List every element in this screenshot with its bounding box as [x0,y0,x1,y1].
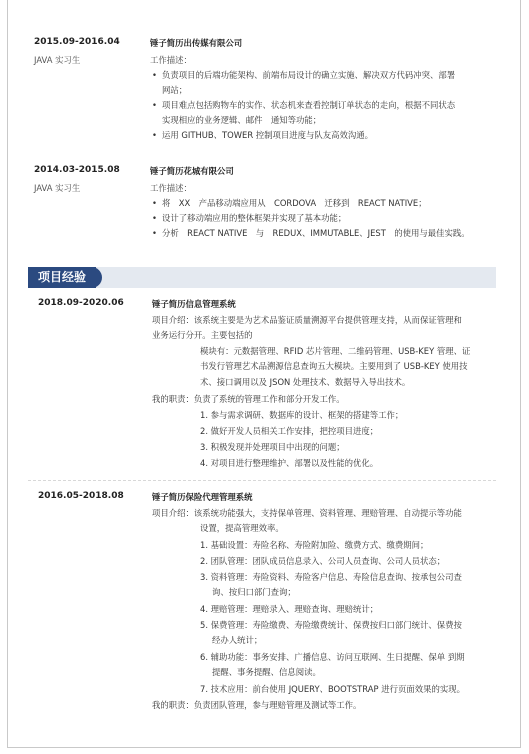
project-name: 锤子简历信息管理系统 [152,299,236,309]
project-intro: 模块有：元数据管理、RFID 芯片管理、二维码管理、USB-KEY 管理、证 [200,346,471,356]
duty-item: 1. 参与需求调研、数据库的设计、框架的搭建等工作； [200,410,404,420]
module-item: 经办人统计； [212,635,263,645]
project-name: 锤子简历保险代理管理系统 [152,492,253,502]
section-title: 项目经验 [28,267,96,288]
list-item: • 运用 GITHUB、TOWER 控制项目进度与队友高效沟通。 [150,128,455,143]
project-duty: 我的职责：负责团队管理，参与理赔管理及测试等工作。 [152,700,362,710]
module-item: 5. 保费管理：寿险缴费、寿险缴费统计、保费按归口部门统计、保费按 [200,620,462,630]
list-item [150,113,455,128]
project-duty: 我的职责：负责了系统的管理工作和部分开发工作。 [152,394,345,404]
project-divider [28,480,496,481]
project-intro: 设置，提高管理效率。 [200,523,284,533]
list-item-continued: 实现相应的业务逻辑、邮件 通知等功能； [162,115,322,125]
list-item: • 设计了移动端应用的整体框架并实现了基本功能； [150,211,470,226]
project-date: 2018.09-2020.06 [38,298,124,308]
module-item: 提醒、事务提醒、信息阅读。 [212,667,321,677]
work-company: 锤子简历出传媒有限公司 [150,38,243,48]
list-item: • 分析 REACT NATIVE 与 REDUX、IMMUTABLE、JEST 的使用与最佳实践。 [150,226,470,241]
project-intro: 业务运行分开。主要包括的 [152,330,253,340]
module-item: 6. 辅助功能：事务安排、广播信息、访问互联网、生日提醒、保单 到期 [200,652,465,662]
duty-item: 4. 对项目进行整理维护、部署以及性能的优化。 [200,458,379,468]
project-intro: 项目介绍：该系统主要是为艺术品鉴证质量溯源平台提供管理支持，从而保证管理和 [152,315,462,325]
duty-item: 3. 积极发现并处理项目中出现的问题； [200,442,345,452]
work-desc-label: 工作描述： [150,55,192,65]
work-date: 2015.09-2016.04 [34,37,120,47]
work-items [150,68,455,143]
duty-item: 2. 做好开发人员相关工作安排，把控项目进度； [200,426,379,436]
work-company: 锤子简历花城有限公司 [150,166,234,176]
work-role: JAVA 实习生 [34,55,81,65]
project-intro: 书发行管理艺术品溯源信息查询五大模块。主要用到了 USB-KEY 使用技 [200,361,468,371]
project-date: 2016.05-2018.08 [38,491,124,501]
module-item: 7. 技术应用：前台使用 JQUERY、BOOTSTRAP 进行页面效果的实现。 [200,684,465,694]
module-item: 询、按归口部门查询； [212,587,296,597]
project-intro: 项目介绍：该系统功能强大，支持保单管理、资料管理、理赔管理、自动提示等功能 [152,508,462,518]
module-item: 1. 基础设置：寿险名称、寿险附加险、缴费方式、缴费期间； [200,540,429,550]
work-items [150,196,470,241]
list-item: • 项目难点包括购物车的实作、状态机来查看控制订单状态的走向，根据不同状态 [150,98,455,113]
work-role: JAVA 实习生 [34,183,81,193]
list-item: • 负责项目的后端功能架构、前端布局设计的确立实施、解决双方代码冲突、部署 [150,68,455,83]
module-item: 3. 资料管理：寿险资料、寿险客户信息、寿险信息查询、按承包公司查 [200,572,462,582]
work-desc-label: 工作描述： [150,183,192,193]
section-header-projects [28,267,496,288]
module-item: 2. 团队管理：团队成员信息录入、公司人员查询、公司人员状态； [200,556,446,566]
list-item: • 将 XX 产品移动端应用从 CORDOVA 迁移到 REACT NATIVE； [150,196,470,211]
list-item [150,83,455,98]
list-item-continued: 网站； [162,85,188,95]
work-date: 2014.03-2015.08 [34,165,120,175]
section-tab-arc [90,267,102,288]
project-intro: 术、接口调用以及 JSON 处理技术、数据导入导出技术。 [200,377,411,387]
module-item: 4. 理赔管理：理赔录入、理赔查询、理赔统计； [200,604,379,614]
